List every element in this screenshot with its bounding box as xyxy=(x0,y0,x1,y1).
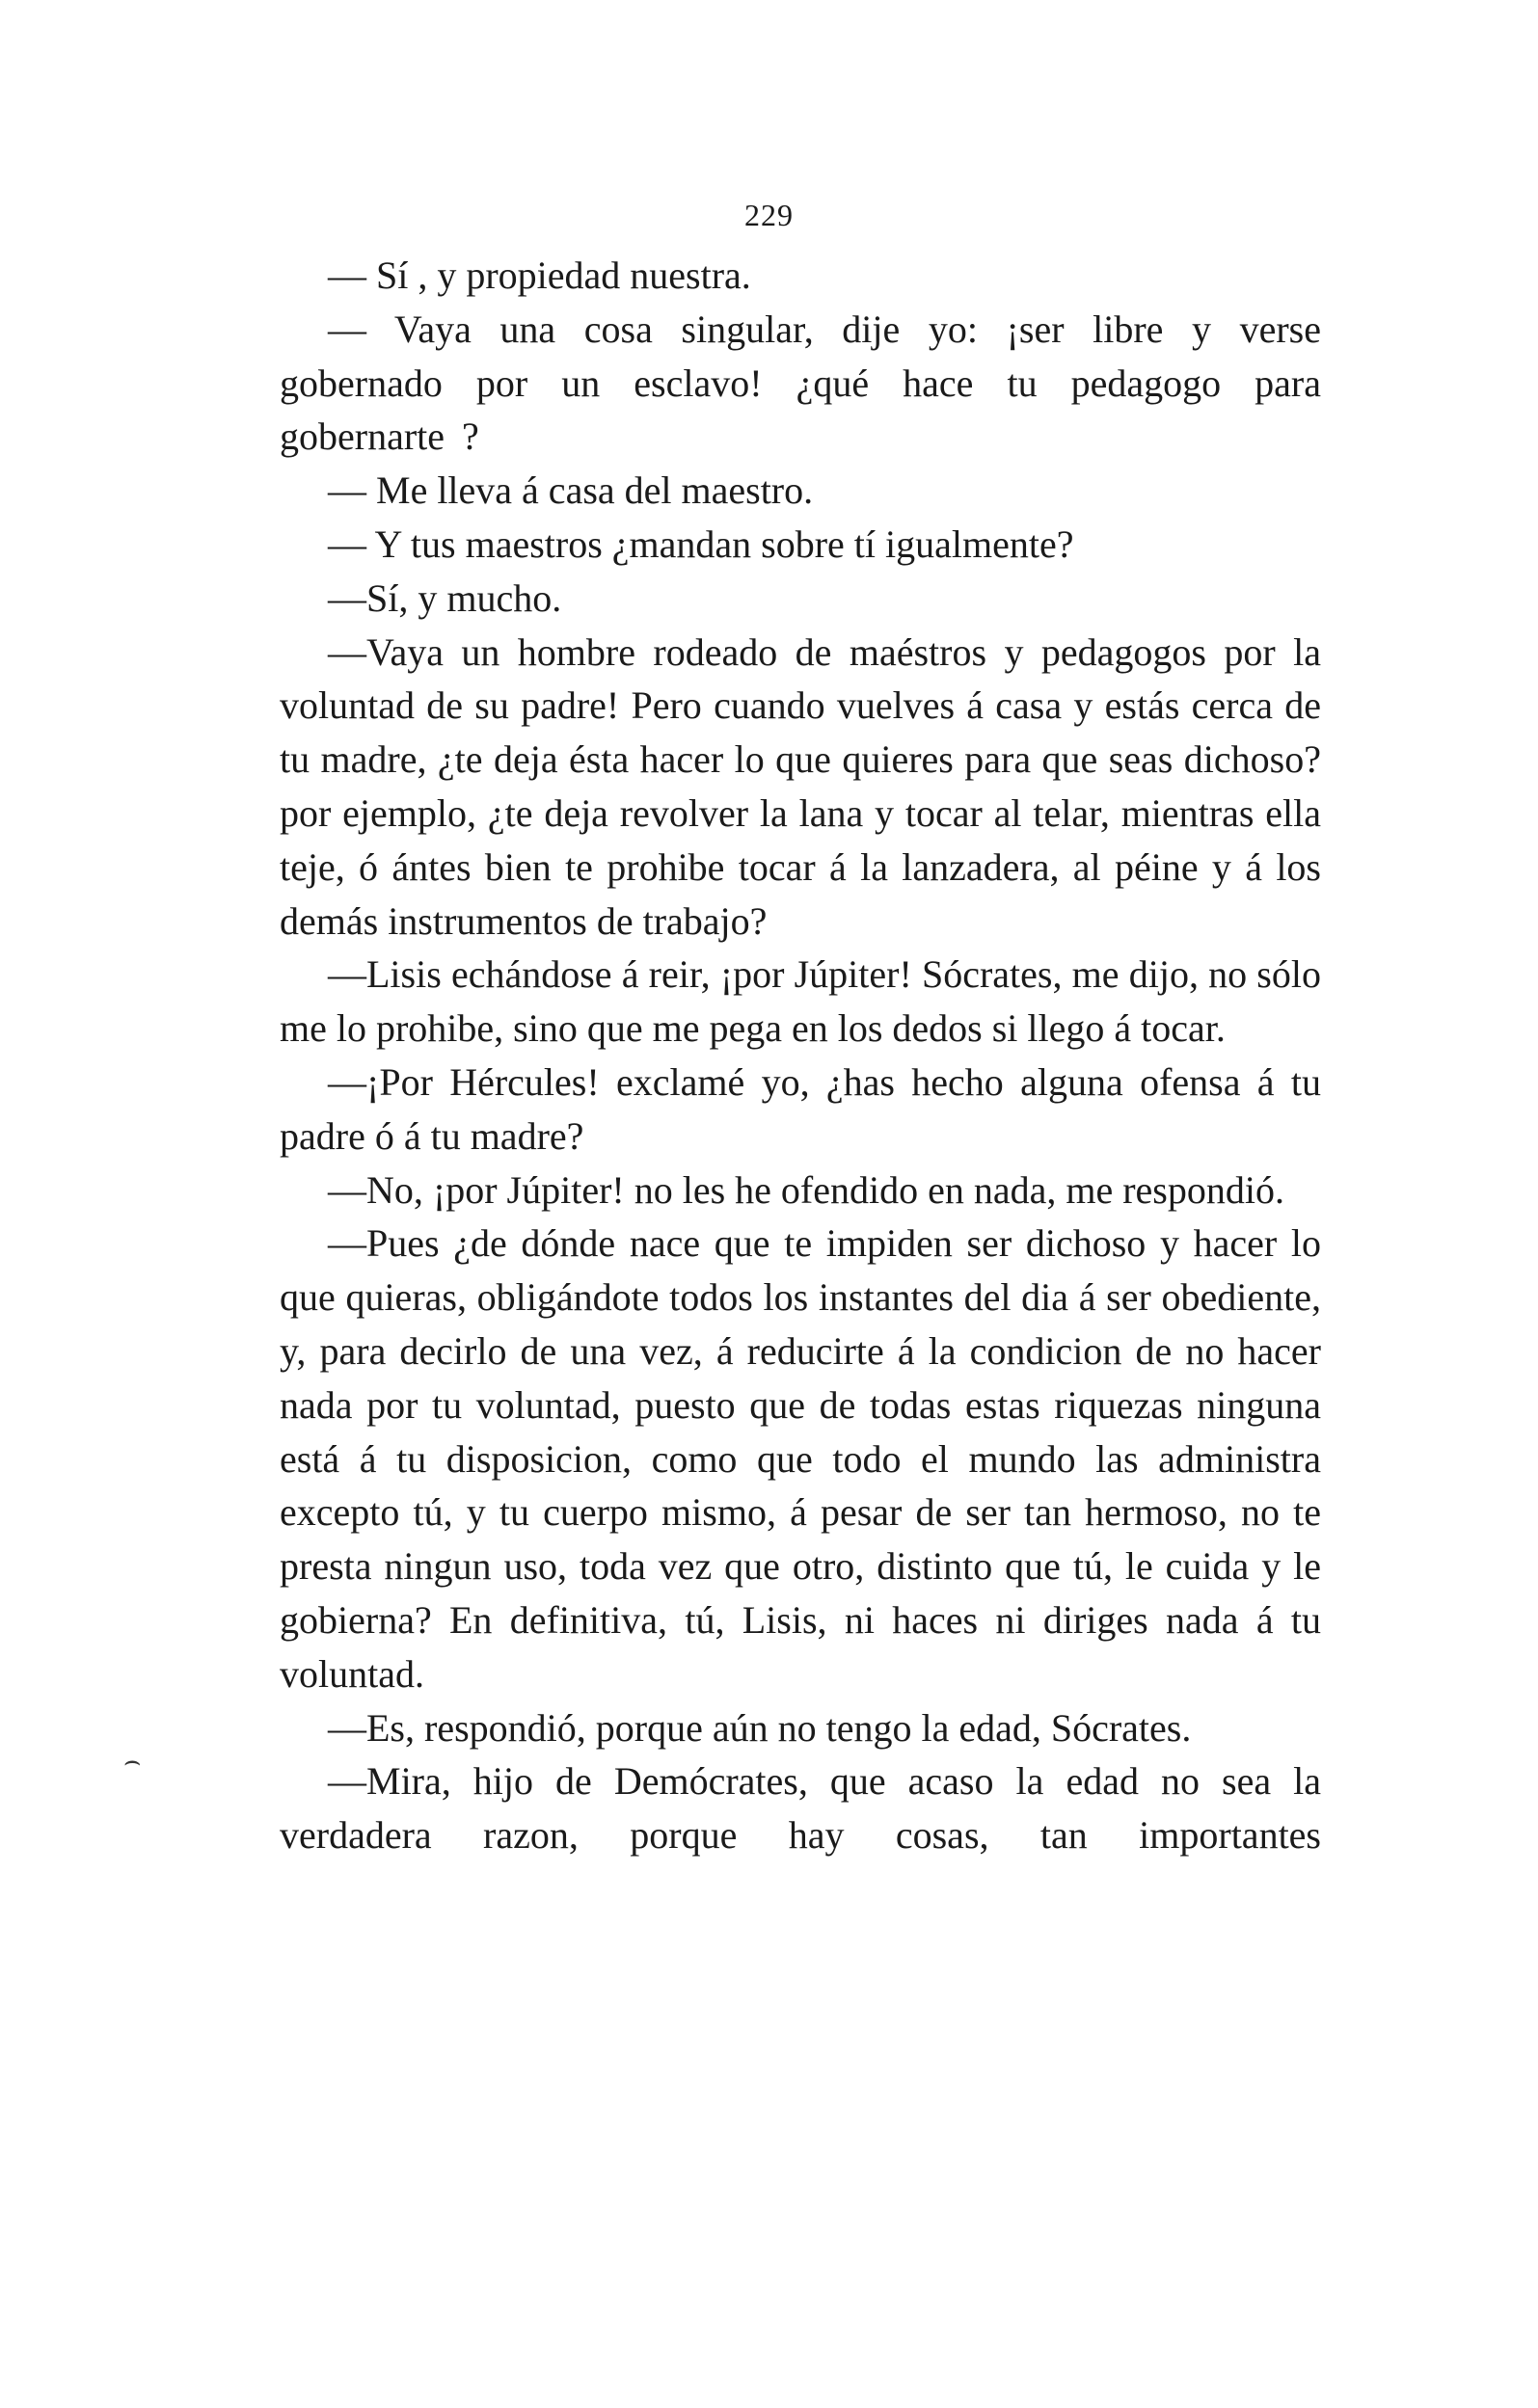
paragraph-1: — Sí , y propiedad nuestra. xyxy=(328,254,751,297)
paragraph-3: — Me lleva á casa del maestro. xyxy=(328,468,814,513)
paragraph-8: —¡Por Hércules! exclamé yo, ¿has hecho alguna ofensa á tu padre ó á tu madre? xyxy=(280,1059,1321,1158)
paragraph-5: —Sí, y mucho. xyxy=(328,575,562,620)
paragraph-11: —Es, respondió, porque aún no tengo la edad, Sócrates. xyxy=(328,1705,1192,1750)
paragraph-4: — Y tus maestros ¿mandan sobre tí igualmente? xyxy=(328,522,1074,566)
page-number: 229 xyxy=(744,198,794,232)
paragraph-6: —Vaya un hombre rodeado de maéstros y pedagogos por la voluntad de su padre! Pero cuando vuelves á casa y estás cerca de tu madre, ¿te deja ésta hacer lo que quieres para que seas dichoso? por ejemplo, ¿te deja revolver la lana y tocar al telar, mientras ella teje, ó ántes bien te prohibe tocar á la lanzadera, al péine y á los demás instrumentos de trabajo? xyxy=(280,629,1321,943)
paragraph-9: —No, ¡por Júpiter! no les he ofendido en nada, me respondió. xyxy=(328,1167,1284,1212)
paragraph-2: — Vaya una cosa singular, dije yo: ¡ser libre y verse gobernado por un esclavo! ¿qué hace tu pedagogo para gobernarte ? xyxy=(280,307,1321,459)
paragraph-7: —Lisis echándose á reir, ¡por Júpiter! Sócrates, me dijo, no sólo me lo prohibe, sino que me pega en los dedos si llego á tocar. xyxy=(280,952,1321,1051)
body-text xyxy=(280,249,1321,1862)
paragraph-12: —Mira, hijo de Demócrates, que acaso la edad no sea la verdadera razon, porque hay cosas, tan importantes xyxy=(280,1759,1321,1858)
margin-mark: ⌢ xyxy=(123,1747,142,1777)
paragraph-10: —Pues ¿de dónde nace que te impiden ser dichoso y hacer lo que quieras, obligándote todos los instantes del dia á ser obediente, y, para decirlo de una vez, á reducirte á la condicion de no hacer nada por tu voluntad, puesto que de todas estas riquezas ninguna está á tu disposicion, como que todo el mundo las administra excepto tú, y tu cuerpo mismo, á pesar de ser tan hermoso, no te presta ningun uso, toda vez que otro, distinto que tú, le cuida y le gobierna? En definitiva, tú, Lisis, ni haces ni diriges nada á tu voluntad. xyxy=(280,1221,1321,1696)
